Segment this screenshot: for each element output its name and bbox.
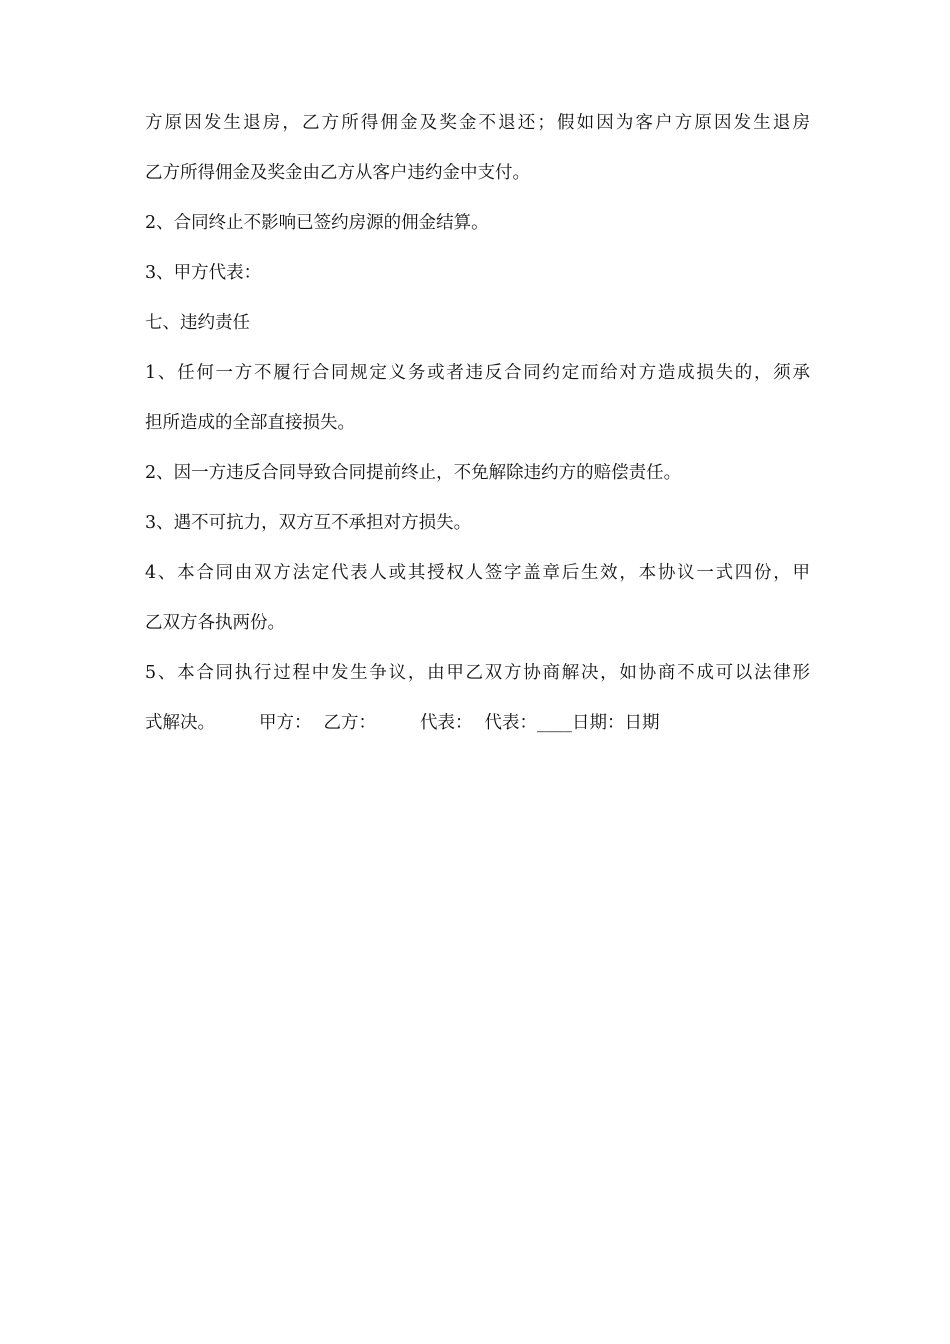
paragraph-line: 乙双方各执两份。 [145,613,285,633]
paragraph-line: 乙方所得佣金及奖金由乙方从客户违约金中支付。 [145,163,530,183]
section-heading: 七、违约责任 [145,313,250,333]
signature-line [145,704,810,754]
paragraph-line: 2、合同终止不影响已签约房源的佣金结算。 [145,213,489,233]
paragraph-line: 5、本合同执行过程中发生争议，由甲乙双方协商解决，如协商不成可以法律形 [145,663,810,683]
closing-text: 式解决。 [145,713,215,733]
party-a-label: 甲方： [259,713,312,733]
paragraph-line: 1、任何一方不履行合同规定义务或者违反合同约定而给对方造成损失的，须承 [145,363,810,383]
rep-a-label: 代表： [420,713,473,733]
paragraph-line: 2、因一方违反合同导致合同提前终止，不免解除违约方的赔偿责任。 [145,463,682,483]
paragraph-line: 3、遇不可抗力，双方互不承担对方损失。 [145,513,472,533]
paragraph-line: 担所造成的全部直接损失。 [145,413,355,433]
party-b-label: 乙方： [323,713,376,733]
paragraph-line: 4、本合同由双方法定代表人或其授权人签字盖章后生效，本协议一式四份，甲 [145,563,810,583]
paragraph-line: 3、甲方代表： [145,263,262,283]
rep-b-date-label: 代表：____日期：日期 [484,713,660,733]
document-body [145,104,810,754]
paragraph-line: 方原因发生退房，乙方所得佣金及奖金不退还；假如因为客户方原因发生退房 [145,113,810,133]
